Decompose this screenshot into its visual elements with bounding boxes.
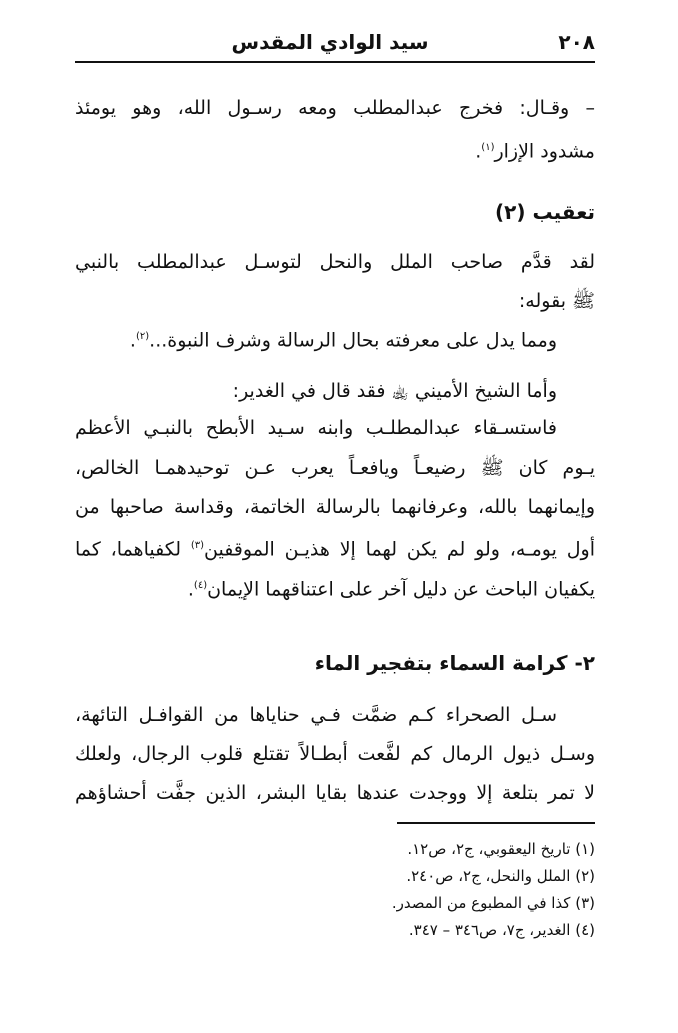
body-line: ﷺ بقوله: (518, 290, 595, 312)
period: . (187, 578, 194, 601)
footnote-1: (١) تاريخ اليعقوبي، ج٢، ص١٢. (407, 840, 595, 858)
body-text: يكفيان الباحث عن دليل آخر على اعتناقهما الإيمان (207, 578, 595, 601)
body-line: لا تمر بتلعة إلا ووجدت عندها بقايا البشر، الذين جفَّت أحشاؤهم (75, 782, 595, 804)
section-heading-karama: ٢- كرامة السماء بتفجير الماء (314, 651, 595, 675)
period: . (129, 329, 136, 352)
footnote-rule (397, 822, 595, 824)
body-line: لقد قدَّم صاحب الملل والنحل لتوسـل عبدالمطلب بالنبي (75, 251, 595, 273)
body-line: يـوم كان ﷺ رضيعـاً ويافعـاً يعرب عـن توحيدهمـا الخالص، (75, 457, 595, 479)
body-line (75, 322, 595, 352)
body-line (75, 571, 595, 601)
body-line: وإيمانهما بالله، وعرفانهما بالرسالة الخاتمة، وقداسة صاحبها من (75, 496, 595, 518)
footnote-2: (٢) الملل والنحل، ج٢، ص٢٤٠. (406, 867, 595, 885)
body-line: – وقـال: فخرج عبدالمطلب ومعه رسـول الله، وهو يومئذ (75, 97, 595, 119)
footnote-ref: (١) (481, 142, 495, 153)
page-number: ٢٠٨ (558, 30, 595, 54)
body-line (75, 133, 595, 163)
body-line: وأما الشيخ الأميني ﵀ فقد قال في الغدير: (232, 380, 557, 402)
body-text: لكفياهما، كما (75, 538, 191, 561)
body-line: سـل الصحراء كـم ضمَّت فـي حناياها من القوافـل التائهة، (75, 704, 557, 726)
footnote-ref: (٣) (190, 540, 204, 551)
footnote-4: (٤) الغدير، ج٧، ص٣٤٦ – ٣٤٧. (408, 921, 595, 939)
section-heading-taaqib: تعقيب (٢) (495, 200, 595, 224)
body-text: أول يومـه، ولو لم يكن لهما إلا هذيـن الموقفين (204, 538, 595, 561)
header-rule (75, 61, 595, 63)
footnote-ref: (٤) (193, 580, 208, 591)
body-text: مشدود الإزار (494, 140, 595, 163)
body-text: ومما يدل على معرفته بحال الرسالة وشرف النبوة... (149, 329, 557, 352)
body-line (75, 531, 595, 561)
period: . (475, 140, 482, 163)
body-line: وسـل ذيول الرمال كم لفَّعت أبطـالاً تقتلع قلوب الرجال، ولعلك (75, 743, 595, 765)
footnote-ref: (٢) (135, 331, 150, 342)
footnote-3: (٣) كذا في المطبوع من المصدر. (391, 894, 595, 912)
body-line: فاستسـقاء عبدالمطلـب وابنه سـيد الأبطح بالنبـي الأعظم (75, 417, 557, 439)
running-title: سيد الوادي المقدس (231, 30, 429, 54)
